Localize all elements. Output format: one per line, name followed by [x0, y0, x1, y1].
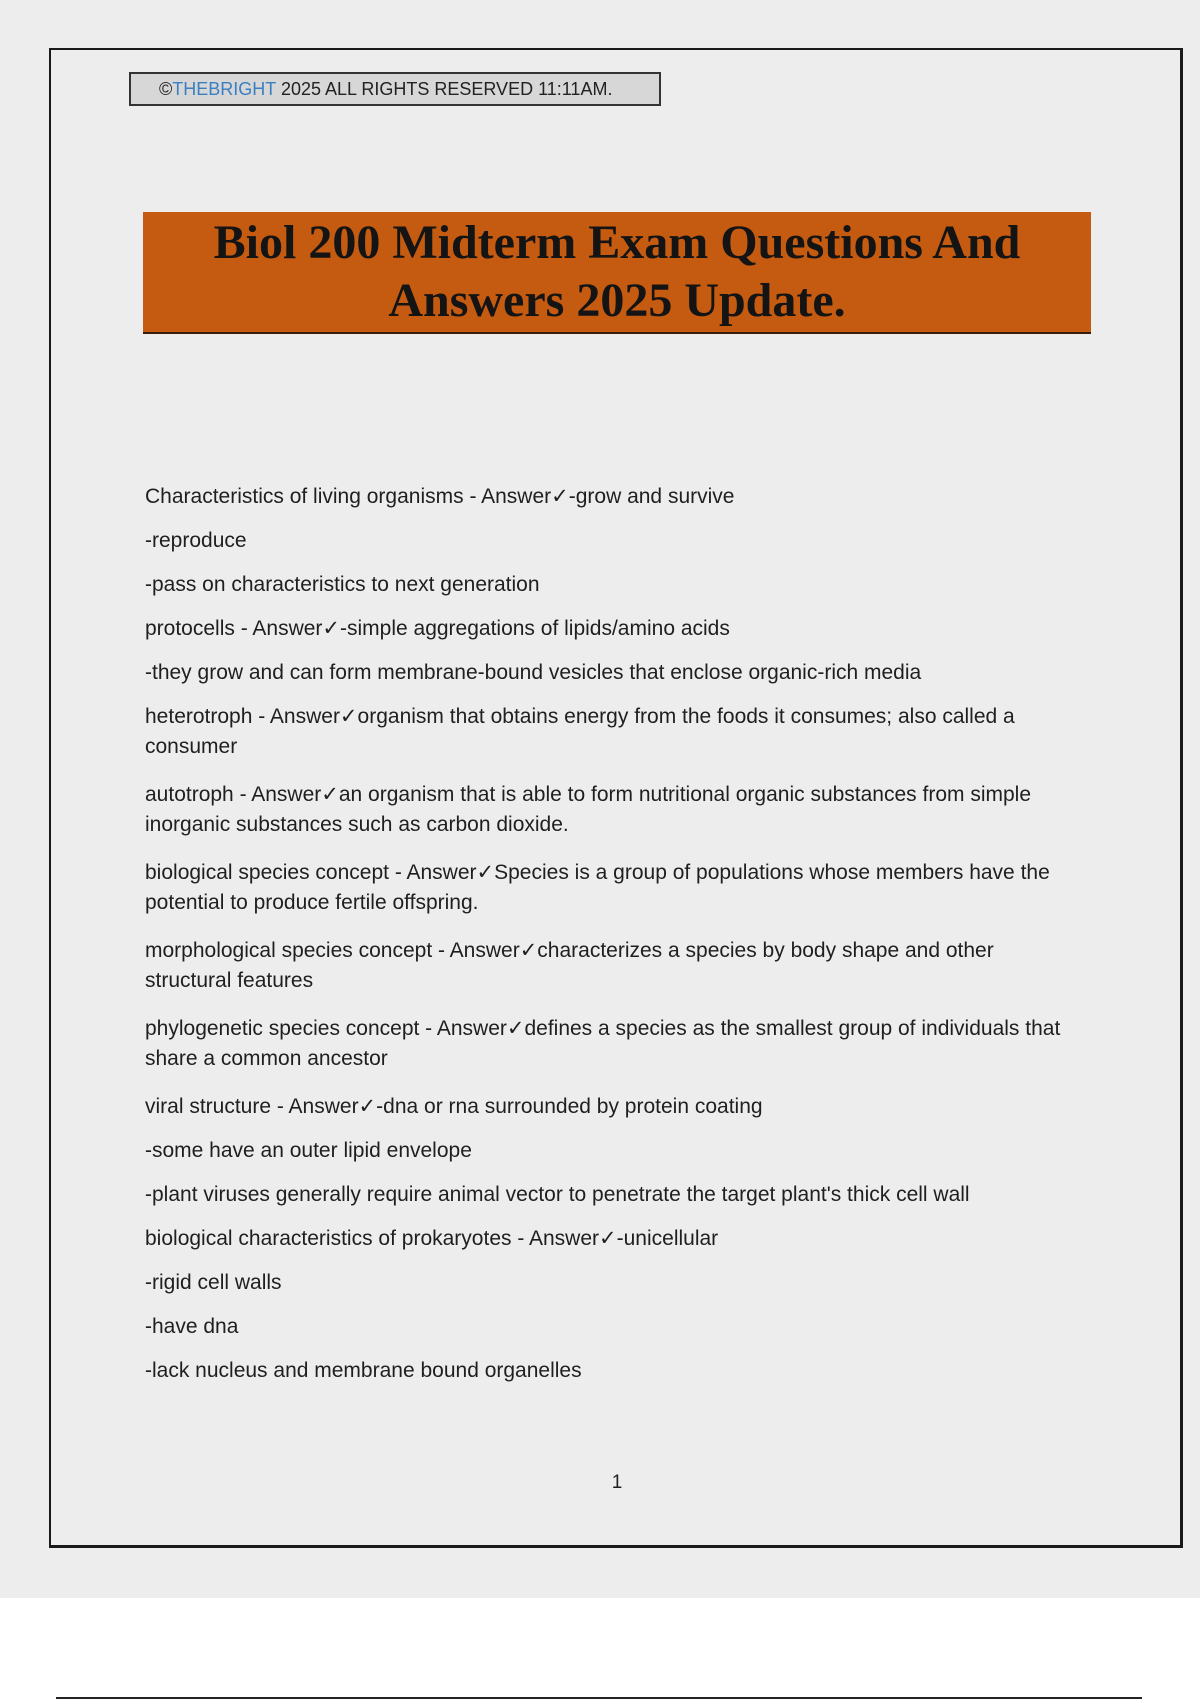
qa-entry: viral structure - Answer✓-dna or rna surrounded by protein coating	[145, 1095, 763, 1118]
qa-entry: -have dna	[145, 1315, 239, 1338]
qa-entry: morphological species concept - Answer✓characterizes a species by body shape and other structural features	[145, 939, 994, 992]
title-line-2: Answers 2025 Update.	[388, 274, 846, 327]
qa-entry: -pass on characteristics to next generation	[145, 573, 540, 596]
copyright-text: 2025 ALL RIGHTS RESERVED 11:11AM.	[275, 79, 613, 99]
qa-entry: biological characteristics of prokaryotes - Answer✓-unicellular	[145, 1227, 719, 1250]
qa-entry: -rigid cell walls	[145, 1271, 282, 1294]
qa-entry: phylogenetic species concept - Answer✓defines a species as the smallest group of individuals that share a common ancestor	[145, 1017, 1061, 1070]
qa-entry: heterotroph - Answer✓organism that obtains energy from the foods it consumes; also called a consumer	[145, 705, 1015, 758]
qa-entry: autotroph - Answer✓an organism that is able to form nutritional organic substances from simple inorganic substances such as carbon dioxide.	[145, 783, 1032, 836]
copyright-notice	[129, 72, 661, 106]
title-line-1: Biol 200 Midterm Exam Questions And	[213, 216, 1021, 269]
qa-entry: -reproduce	[145, 529, 247, 552]
qa-entry: biological species concept - Answer✓Species is a group of populations whose members have the potential to produce fertile offspring.	[145, 861, 1050, 914]
qa-entry: protocells - Answer✓-simple aggregations of lipids/amino acids	[145, 617, 730, 640]
qa-content	[145, 482, 1085, 1400]
qa-entry: -lack nucleus and membrane bound organelles	[145, 1359, 582, 1382]
bottom-divider	[56, 1697, 1142, 1699]
qa-entry: Characteristics of living organisms - Answer✓-grow and survive	[145, 485, 735, 508]
copyright-brand: THEBRIGHT	[172, 79, 276, 99]
page-number: 1	[611, 1472, 623, 1493]
document-title-banner	[143, 212, 1091, 334]
qa-entry: -plant viruses generally require animal vector to penetrate the target plant's thick cell wall	[145, 1183, 970, 1206]
copyright-symbol: ©	[159, 79, 173, 99]
qa-entry: -some have an outer lipid envelope	[145, 1139, 472, 1162]
qa-entry: -they grow and can form membrane-bound vesicles that enclose organic-rich media	[145, 661, 922, 684]
